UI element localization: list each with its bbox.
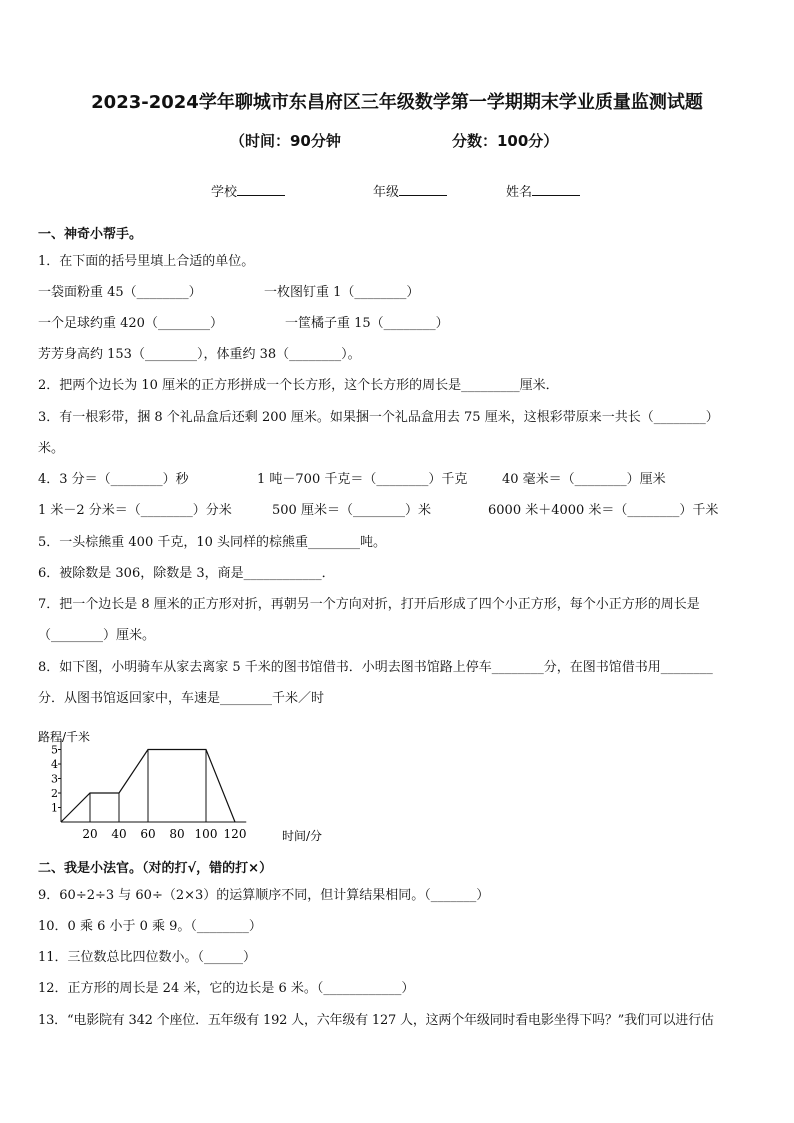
question-7-line1: 7．把一个边长是 8 厘米的正方形对折，再朝另一个方向对折，打开后形成了四个小正方形，每个小正方形的周长是: [38, 597, 700, 612]
question-2: 2．把两个边长为 10 厘米的正方形拼成一个长方形，这个长方形的周长是_________厘米．: [38, 378, 559, 393]
question-3-line2: 米。: [38, 441, 65, 456]
question-1: 1．在下面的括号里填上合适的单位。: [38, 254, 255, 269]
school-blank: [237, 181, 285, 196]
y-tick-label: 2: [51, 787, 58, 800]
question-4b: 1 吨－700 千克＝（________）千克: [257, 472, 468, 487]
question-8-line2: 分．从图书馆返回家中，车速是________千米／时: [38, 691, 325, 706]
x-tick-label: 80: [169, 827, 185, 841]
y-tick-label: 1: [51, 801, 58, 815]
page-title: 2023-2024学年聊城市东昌府区三年级数学第一学期期末学业质量监测试题: [91, 92, 703, 113]
x-tick-label: 60: [140, 827, 156, 841]
grade-field: [373, 181, 447, 200]
name-blank: [532, 181, 580, 196]
x-tick-label: 120: [223, 827, 247, 841]
question-13: 13．“电影院有 342 个座位．五年级有 192 人，六年级有 127 人，这两个年级同时看电影坐得下吗？”我们可以进行估: [38, 1013, 714, 1028]
question-12: 12．正方形的周长是 24 米，它的边长是 6 米。（____________）: [38, 981, 415, 996]
name-label: 姓名: [506, 185, 533, 200]
question-4a: 4．3 分＝（________）秒: [38, 472, 189, 487]
question-1b: 一枚图钉重 1（________）: [264, 285, 420, 300]
x-tick-label: 100: [194, 827, 218, 841]
chart-xlabel: 时间/分: [282, 829, 323, 843]
y-tick-label: 4: [51, 758, 58, 771]
question-6: 6．被除数是 306，除数是 3，商是____________．: [38, 566, 335, 581]
question-1e: 芳芳身高约 153（________），体重约 38（________）。: [38, 347, 361, 362]
exam-score: 分数：100分）: [452, 132, 559, 150]
section-2-title: 二、我是小法官。（对的打√，错的打×）: [38, 861, 273, 876]
question-9: 9．60÷2÷3 与 60÷（2×3）的运算顺序不同，但计算结果相同。（_______）: [38, 888, 490, 903]
exam-time: （时间：90分钟: [230, 132, 341, 150]
question-5: 5．一头棕熊重 400 千克，10 头同样的棕熊重________吨。: [38, 535, 387, 550]
question-4f: 6000 米＋4000 米＝（________）千米: [488, 503, 719, 518]
question-4d: 1 米－2 分米＝（________）分米: [38, 503, 232, 518]
grade-label: 年级: [373, 185, 400, 200]
distance-time-chart: [30, 726, 330, 850]
section-1-title: 一、神奇小帮手。: [38, 227, 143, 242]
question-7-line2: （________）厘米。: [38, 628, 156, 643]
y-tick-label: 5: [51, 743, 58, 757]
x-tick-label: 40: [111, 827, 127, 841]
question-1c: 一个足球约重 420（________）: [38, 316, 223, 331]
question-4e: 500 厘米＝（________）米: [272, 503, 431, 518]
question-1d: 一筐橘子重 15（________）: [285, 316, 449, 331]
grade-blank: [399, 181, 447, 196]
school-label: 学校: [211, 185, 238, 200]
y-tick-label: 3: [51, 772, 58, 786]
question-8-line1: 8．如下图，小明骑车从家去离家 5 千米的图书馆借书．小明去图书馆路上停车________分，在图书馆借书用________: [38, 660, 713, 675]
question-4c: 40 毫米＝（________）厘米: [502, 472, 666, 487]
school-field: [211, 181, 285, 200]
question-10: 10．0 乘 6 小于 0 乘 9。（________）: [38, 919, 262, 934]
question-3-line1: 3．有一根彩带，捆 8 个礼品盒后还剩 200 厘米。如果捆一个礼品盒用去 75 厘米，这根彩带原来一共长（________）: [38, 410, 719, 425]
question-11: 11．三位数总比四位数小。（______）: [38, 950, 257, 965]
question-1a: 一袋面粉重 45（________）: [38, 285, 202, 300]
x-tick-label: 20: [82, 827, 98, 841]
chart-ylabel: 路程/千米: [38, 730, 91, 744]
name-field: [506, 181, 580, 200]
